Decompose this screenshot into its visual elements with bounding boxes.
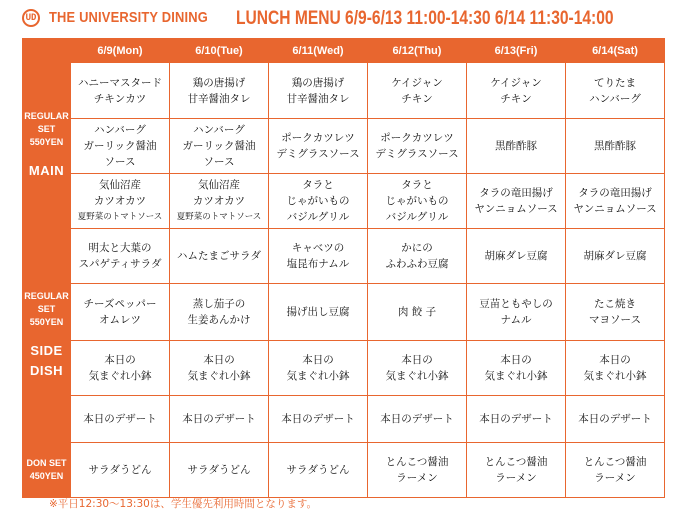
- menu-item-line: 豆苗ともやしの: [479, 298, 553, 310]
- menu-item-line: 本日の: [500, 354, 532, 366]
- menu-cell: [566, 341, 665, 396]
- menu-item-line: デミグラスソース: [276, 148, 360, 160]
- logo-icon: UD: [22, 9, 40, 27]
- menu-item-line: 気仙沼産: [198, 179, 240, 191]
- menu-cell: [170, 443, 269, 498]
- menu-item-line: ハンバーグ: [193, 124, 245, 136]
- menu-item-line: 甘辛醤油タレ: [286, 92, 350, 105]
- day-header-row: [23, 39, 665, 63]
- menu-item-line: ラーメン: [495, 472, 537, 484]
- menu-cell: [71, 229, 170, 284]
- menu-item-line: タラと: [302, 179, 334, 191]
- menu-item-line: てりたま: [594, 76, 636, 89]
- side-set-line: SET: [37, 304, 56, 314]
- brand-name: THE UNIVERSITY DINING: [49, 9, 208, 26]
- side-category-line: SIDE: [30, 343, 63, 358]
- menu-item-line: 夏野菜のトマトソース: [77, 212, 163, 222]
- menu-item-line: 本日の: [599, 354, 631, 366]
- menu-item-line: ソース: [203, 156, 235, 168]
- menu-cell: [71, 396, 170, 443]
- menu-item-line: 黒酢酢豚: [495, 140, 537, 152]
- menu-item-line: 本日の: [203, 354, 235, 366]
- menu-item-line: タラと: [401, 179, 433, 191]
- menu-cell: [566, 174, 665, 229]
- menu-cell: [269, 119, 368, 174]
- menu-cell: [368, 341, 467, 396]
- main-row-3: [23, 174, 665, 229]
- menu-item-line: 本日のデザート: [479, 413, 553, 425]
- main-category: MAIN: [28, 163, 65, 178]
- menu-cell: [368, 443, 467, 498]
- main-set-line: REGULAR: [24, 111, 69, 121]
- menu-item-line: バジルグリル: [385, 211, 449, 223]
- side-row-3: [23, 341, 665, 396]
- side-row-4: [23, 396, 665, 443]
- menu-item-line: ハムたまごサラダ: [177, 250, 261, 262]
- main-set-line: SET: [37, 124, 56, 134]
- menu-cell: [71, 119, 170, 174]
- menu-item-line: ポークカツレツ: [380, 132, 454, 144]
- menu-item-line: タラの竜田揚げ: [578, 187, 652, 199]
- menu-cell: [170, 119, 269, 174]
- menu-item-line: ソース: [104, 156, 136, 168]
- menu-item-line: 気まぐれ小鉢: [187, 370, 251, 382]
- menu-item-line: ポークカツレツ: [281, 132, 355, 144]
- menu-cell: [368, 119, 467, 174]
- menu-item-line: 気まぐれ小鉢: [484, 370, 548, 382]
- menu-title: LUNCH MENU 6/9-6/13 11:00-14:30 6/14 11:30-14:00: [236, 8, 614, 29]
- menu-cell: [467, 443, 566, 498]
- menu-item-line: 本日のデザート: [578, 413, 652, 425]
- menu-item-line: ふわふわ豆腐: [385, 258, 449, 270]
- menu-item-line: とんこつ醤油: [583, 456, 647, 468]
- menu-cell: [467, 119, 566, 174]
- don-row: [23, 443, 665, 498]
- menu-cell: [566, 396, 665, 443]
- menu-item-line: 甘辛醤油タレ: [187, 92, 251, 105]
- menu-item-line: 胡麻ダレ豆腐: [484, 250, 548, 262]
- menu-item-line: ラーメン: [396, 472, 438, 484]
- menu-cell: [71, 174, 170, 229]
- menu-item-line: 塩昆布ナムル: [286, 258, 350, 270]
- menu-item-line: チキン: [401, 92, 433, 105]
- menu-item-line: 気仙沼産: [99, 179, 141, 191]
- menu-item-line: 本日の: [104, 354, 136, 366]
- menu-cell: [269, 284, 368, 341]
- side-row-2: [23, 284, 665, 341]
- menu-item-line: マヨソース: [589, 314, 641, 326]
- menu-cell: [566, 229, 665, 284]
- menu-item-line: ガーリック醤油: [83, 140, 157, 152]
- menu-item-line: カツオカツ: [93, 195, 147, 207]
- day-header: 6/12(Thu): [368, 39, 467, 63]
- menu-item-line: チキンカツ: [93, 92, 147, 105]
- side-row-1: [23, 229, 665, 284]
- footnote: ※平日12:30～13:30は、学生優先利用時間となります。: [49, 498, 317, 510]
- menu-cell: [467, 229, 566, 284]
- menu-cell: [170, 396, 269, 443]
- menu-cell: [467, 174, 566, 229]
- menu-item-line: 肉 餃 子: [397, 306, 437, 318]
- menu-item-line: 夏野菜のトマトソース: [176, 212, 262, 222]
- menu-table: [22, 38, 665, 498]
- menu-item-line: チーズペッパー: [83, 298, 157, 310]
- menu-cell: [269, 63, 368, 119]
- header: [0, 0, 685, 38]
- menu-item-line: ハンバーグ: [94, 124, 146, 136]
- menu-cell: [467, 284, 566, 341]
- menu-item-line: 気まぐれ小鉢: [385, 370, 449, 382]
- main-section-label: [23, 63, 71, 229]
- menu-cell: [467, 341, 566, 396]
- menu-cell: [566, 63, 665, 119]
- menu-cell: [368, 284, 467, 341]
- menu-item-line: 鶏の唐揚げ: [192, 76, 246, 89]
- menu-item-line: ガーリック醤油: [182, 140, 256, 152]
- menu-item-line: ケイジャン: [490, 76, 542, 89]
- menu-item-line: カツオカツ: [192, 195, 246, 207]
- menu-item-line: デミグラスソース: [375, 148, 459, 160]
- menu-item-line: ナムル: [500, 314, 532, 326]
- day-header: 6/13(Fri): [467, 39, 566, 63]
- menu-item-line: キャベツの: [291, 242, 345, 254]
- menu-item-line: チキン: [500, 92, 532, 105]
- menu-item-line: サラダうどん: [187, 464, 251, 476]
- menu-cell: [170, 284, 269, 341]
- day-header: 6/14(Sat): [566, 39, 665, 63]
- menu-item-line: ヤンニョムソース: [573, 203, 657, 215]
- day-header: 6/11(Wed): [269, 39, 368, 63]
- menu-cell: [269, 229, 368, 284]
- menu-item-line: 気まぐれ小鉢: [583, 370, 647, 382]
- menu-cell: [368, 229, 467, 284]
- menu-cell: [368, 396, 467, 443]
- day-header: 6/10(Tue): [170, 39, 269, 63]
- side-set-line: REGULAR: [24, 291, 69, 301]
- menu-item-line: 明太と大葉の: [88, 242, 152, 254]
- menu-item-line: 黒酢酢豚: [594, 140, 636, 152]
- menu-item-line: 鶏の唐揚げ: [291, 76, 345, 89]
- day-header: 6/9(Mon): [71, 39, 170, 63]
- menu-cell: [566, 119, 665, 174]
- menu-item-line: 気まぐれ小鉢: [88, 370, 152, 382]
- menu-item-line: ケイジャン: [391, 76, 443, 89]
- menu-item-line: タラの竜田揚げ: [479, 187, 553, 199]
- main-row-1: [23, 63, 665, 119]
- menu-item-line: ハニーマスタード: [78, 76, 162, 89]
- menu-cell: [71, 63, 170, 119]
- menu-item-line: 揚げ出し豆腐: [286, 306, 350, 318]
- menu-cell: [566, 284, 665, 341]
- menu-item-line: ラーメン: [594, 472, 636, 484]
- menu-item-line: ハンバーグ: [589, 92, 641, 105]
- menu-cell: [71, 284, 170, 341]
- menu-item-line: 気まぐれ小鉢: [286, 370, 350, 382]
- side-category-line: DISH: [29, 363, 64, 378]
- menu-item-line: バジルグリル: [286, 211, 350, 223]
- menu-cell: [368, 63, 467, 119]
- menu-item-line: かにの: [401, 242, 433, 254]
- menu-item-line: とんこつ醤油: [484, 456, 548, 468]
- main-set-price: 550YEN: [29, 137, 64, 147]
- menu-item-line: スパゲティサラダ: [78, 258, 162, 270]
- menu-cell: [368, 174, 467, 229]
- menu-cell: [269, 396, 368, 443]
- menu-cell: [71, 443, 170, 498]
- menu-item-line: 本日の: [302, 354, 334, 366]
- menu-cell: [269, 341, 368, 396]
- menu-item-line: じゃがいもの: [385, 195, 449, 207]
- menu-cell: [170, 63, 269, 119]
- corner-cell: [23, 39, 71, 63]
- menu-item-line: 本日のデザート: [83, 413, 157, 425]
- side-set-price: 550YEN: [29, 317, 64, 327]
- menu-item-line: 胡麻ダレ豆腐: [583, 250, 647, 262]
- don-set-price: 450YEN: [29, 471, 64, 481]
- menu-item-line: 本日のデザート: [380, 413, 454, 425]
- main-row-2: [23, 119, 665, 174]
- menu-item-line: 蒸し茄子の: [192, 298, 246, 310]
- menu-cell: [467, 396, 566, 443]
- menu-item-line: 本日のデザート: [182, 413, 256, 425]
- menu-item-line: オムレツ: [99, 314, 141, 326]
- menu-cell: [467, 63, 566, 119]
- don-section-label: [23, 443, 71, 498]
- menu-cell: [170, 174, 269, 229]
- menu-item-line: とんこつ醤油: [385, 456, 449, 468]
- don-set-line: DON SET: [26, 458, 67, 468]
- menu-cell: [566, 443, 665, 498]
- menu-item-line: ヤンニョムソース: [474, 203, 558, 215]
- menu-item-line: 本日のデザート: [281, 413, 355, 425]
- menu-item-line: 本日の: [401, 354, 433, 366]
- menu-cell: [269, 174, 368, 229]
- side-section-label: [23, 229, 71, 443]
- menu-cell: [170, 229, 269, 284]
- menu-cell: [269, 443, 368, 498]
- menu-cell: [170, 341, 269, 396]
- menu-item-line: 生姜あんかけ: [187, 314, 251, 326]
- menu-item-line: サラダうどん: [88, 464, 152, 476]
- menu-item-line: サラダうどん: [286, 464, 350, 476]
- menu-cell: [71, 341, 170, 396]
- menu-item-line: たこ焼き: [594, 298, 636, 310]
- side-category: [23, 341, 70, 381]
- menu-item-line: じゃがいもの: [286, 195, 350, 207]
